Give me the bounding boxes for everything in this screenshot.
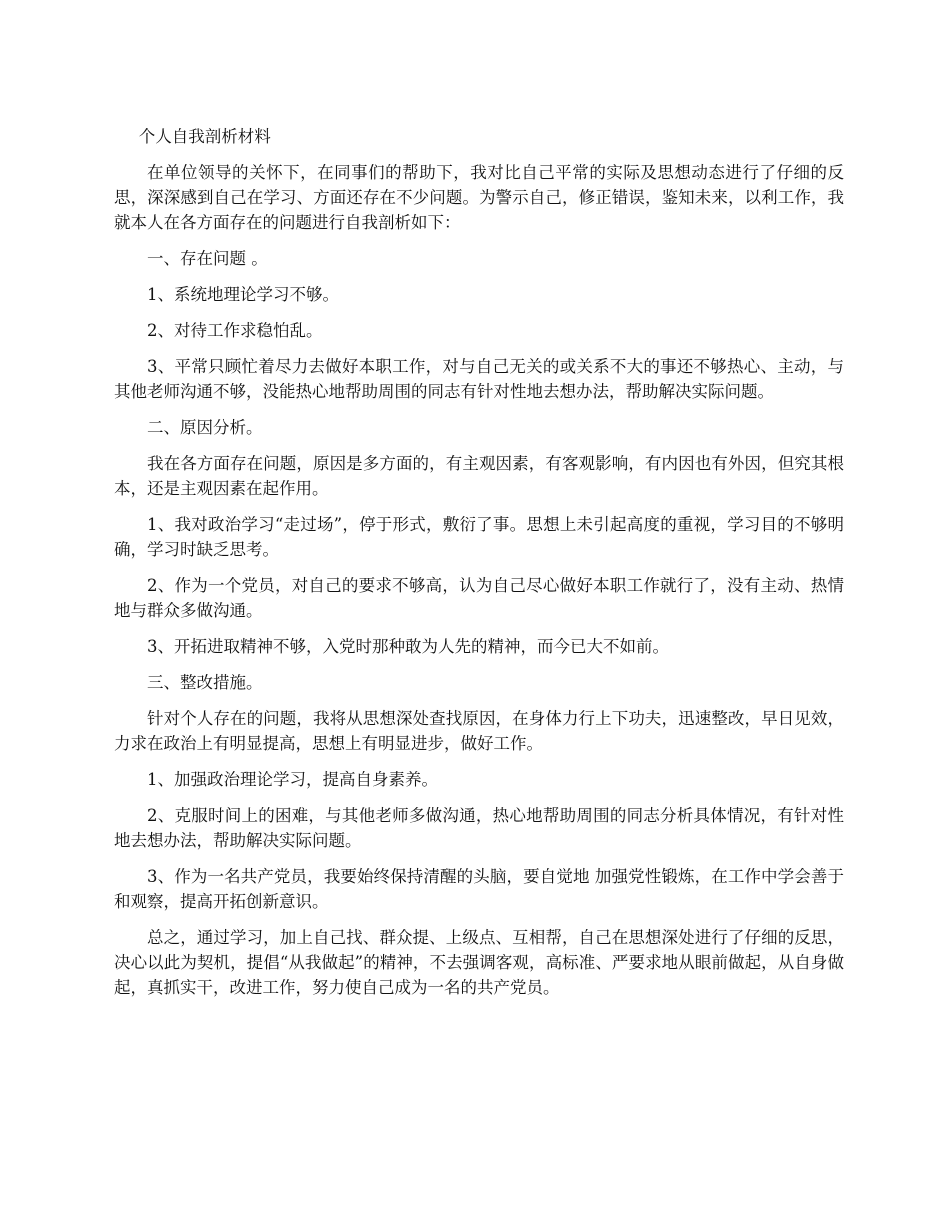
problem-item: 1、系统地理论学习不够。 bbox=[147, 285, 339, 304]
cause-item: 3、开拓进取精神不够，入党时那种敢为人先的精神，而今已大不如前。 bbox=[147, 637, 669, 656]
problem-item: 3、平常只顾忙着尽力去做好本职工作，对与自己无关的或关系不大的事还不够热心、主动，与其他老师沟通不够，没能热心地帮助周围的同志有针对性地去想办法，帮助解决实际问题。 bbox=[114, 357, 844, 401]
paragraph-measures-intro: 针对个人存在的问题，我将从思想深处查找原因，在身体力行上下功夫，迅速整改，早日见效，力求在政治上有明显提高，思想上有明显进步，做好工作。 bbox=[114, 709, 844, 753]
paragraph-intro: 在单位领导的关怀下，在同事们的帮助下，我对比自己平常的实际及思想动态进行了仔细的反思，深深感到自己在学习、方面还存在不少问题。为警示自己，修正错误，鉴知未来，以利工作，我就本人在各方面存在的问题进行自我剖析如下： bbox=[114, 163, 844, 232]
section-heading-causes: 二、原因分析。 bbox=[147, 418, 263, 437]
cause-item: 2、作为一个党员，对自己的要求不够高，认为自己尽心做好本职工作就行了，没有主动、热情地与群众多做沟通。 bbox=[114, 576, 844, 620]
section-heading-problems: 一、存在问题 。 bbox=[147, 249, 268, 268]
document-title: 个人自我剖析材料 bbox=[138, 127, 271, 146]
section-heading-measures: 三、整改措施。 bbox=[147, 673, 263, 692]
measure-item: 3、作为一名共产党员，我要始终保持清醒的头脑，要自觉地 加强党性锻炼，在工作中学会善于和观察，提高开拓创新意识。 bbox=[114, 867, 844, 911]
measure-item: 1、加强政治理论学习，提高自身素养。 bbox=[147, 770, 438, 789]
problem-item: 2、对待工作求稳怕乱。 bbox=[147, 321, 323, 340]
paragraph-conclusion: 总之，通过学习，加上自己找、群众提、上级点、互相帮，自己在思想深处进行了仔细的反思，决心以此为契机，提倡“从我做起”的精神，不去强调客观，高标准、严要求地从眼前做起，从自身做起，真抓实干，改进工作，努力使自己成为一名的共产党员。 bbox=[114, 928, 844, 997]
document-body bbox=[114, 124, 844, 1011]
measure-item: 2、克服时间上的困难，与其他老师多做沟通，热心地帮助周围的同志分析具体情况，有针对性地去想办法，帮助解决实际问题。 bbox=[114, 806, 844, 850]
paragraph-causes-intro: 我在各方面存在问题，原因是多方面的，有主观因素，有客观影响，有内因也有外因，但究其根本，还是主观因素在起作用。 bbox=[114, 454, 844, 498]
cause-item: 1、我对政治学习“走过场”，停于形式，敷衍了事。思想上未引起高度的重视，学习目的不够明确，学习时缺乏思考。 bbox=[114, 515, 844, 559]
